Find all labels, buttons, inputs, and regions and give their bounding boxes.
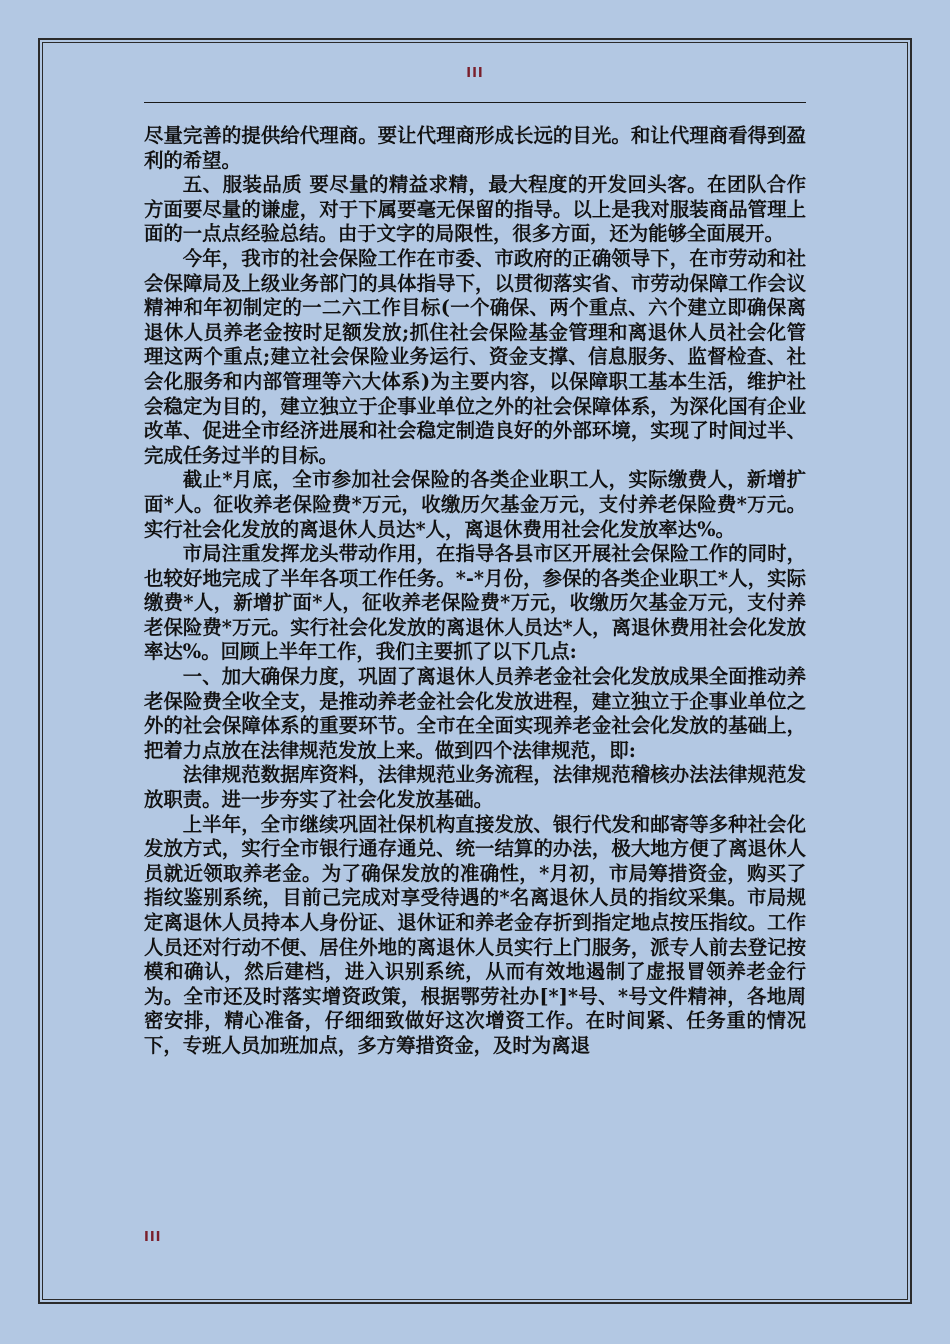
paragraph: 五、服装品质 要尽量的精益求精，最大程度的开发回头客。在团队合作方面要尽量的谦虚，对于下属要毫无保留的指导。以上是我对服装商品管理上面的一点点经验总结。由于文字的局限性，很多方面，还为能够全面展开。: [144, 173, 806, 246]
document-body: [144, 124, 806, 1059]
paragraph: 尽量完善的提供给代理商。要让代理商形成长远的目光。和让代理商看得到盈利的希望。: [144, 124, 806, 172]
paragraph: 市局注重发挥龙头带动作用，在指导各县市区开展社会保险工作的同时，也较好地完成了半年各项工作任务。*-*月份，参保的各类企业职工*人，实际缴费*人，新增扩面*人，征收养老保险费*万元，收缴历欠基金万元，支付养老保险费*万元。实行社会化发放的离退休人员达*人，离退休费用社会化发放率达%。回顾上半年工作，我们主要抓了以下几点:: [144, 542, 806, 664]
header-mark: III: [466, 66, 484, 81]
paragraph: 法律规范数据库资料，法律规范业务流程，法律规范稽核办法法律规范发放职责。进一步夯实了社会化发放基础。: [144, 763, 806, 812]
paragraph: 今年，我市的社会保险工作在市委、市政府的正确领导下，在市劳动和社会保障局及上级业务部门的具体指导下，以贯彻落实省、市劳动保障工作会议精神和年初制定的一二六工作目标(一个确保、两个重点、六个建立即确保离退休人员养老金按时足额发放;抓住社会保险基金管理和离退休人员社会化管理这两个重点;建立社会保险业务运行、资金支撑、信息服务、监督检查、社会化服务和内部管理等六大体系)为主要内容，以保障职工基本生活，维护社会稳定为目的，建立独立于企事业单位之外的社会保障体系，为深化国有企业改革、促进全市经济进展和社会稳定制造良好的外部环境，实现了时间过半、完成任务过半的目标。: [144, 246, 806, 467]
paragraph: 截止*月底，全市参加社会保险的各类企业职工人，实际缴费人，新增扩面*人。征收养老保险费*万元，收缴历欠基金万元，支付养老保险费*万元。实行社会化发放的离退休人员达*人，离退休费用社会化发放率达%。: [144, 468, 806, 541]
paragraph: 一、加大确保力度，巩固了离退休人员养老金社会化发放成果全面推动养老保险费全收全支，是推动养老金社会化发放进程，建立独立于企事业单位之外的社会保障体系的重要环节。全市在全面实现养老金社会化发放的基础上，把着力点放在法律规范发放上来。做到四个法律规范，即:: [144, 665, 806, 762]
footer-mark: III: [144, 1230, 162, 1245]
paragraph: 上半年，全市继续巩固社保机构直接发放、银行代发和邮寄等多种社会化发放方式，实行全市银行通存通兑、统一结算的办法，极大地方便了离退休人员就近领取养老金。为了确保发放的准确性，*月初，市局筹措资金，购买了指纹鉴别系统，目前己完成对享受待遇的*名离退休人员的指纹采集。市局规定离退休人员持本人身份证、退休证和养老金存折到指定地点按压指纹。工作人员还对行动不便、居住外地的离退休人员实行上门服务，派专人前去登记按模和确认，然后建档，进入识别系统，从而有效地遏制了虚报冒领养老金行为。全市还及时落实增资政策，根据鄂劳社办[*]*号、*号文件精神，各地周密安排，精心准备，仔细细致做好这次增资工作。在时间紧、任务重的情况下，专班人员加班加点，多方筹措资金，及时为离退: [144, 812, 806, 1057]
header-divider: [144, 102, 806, 103]
